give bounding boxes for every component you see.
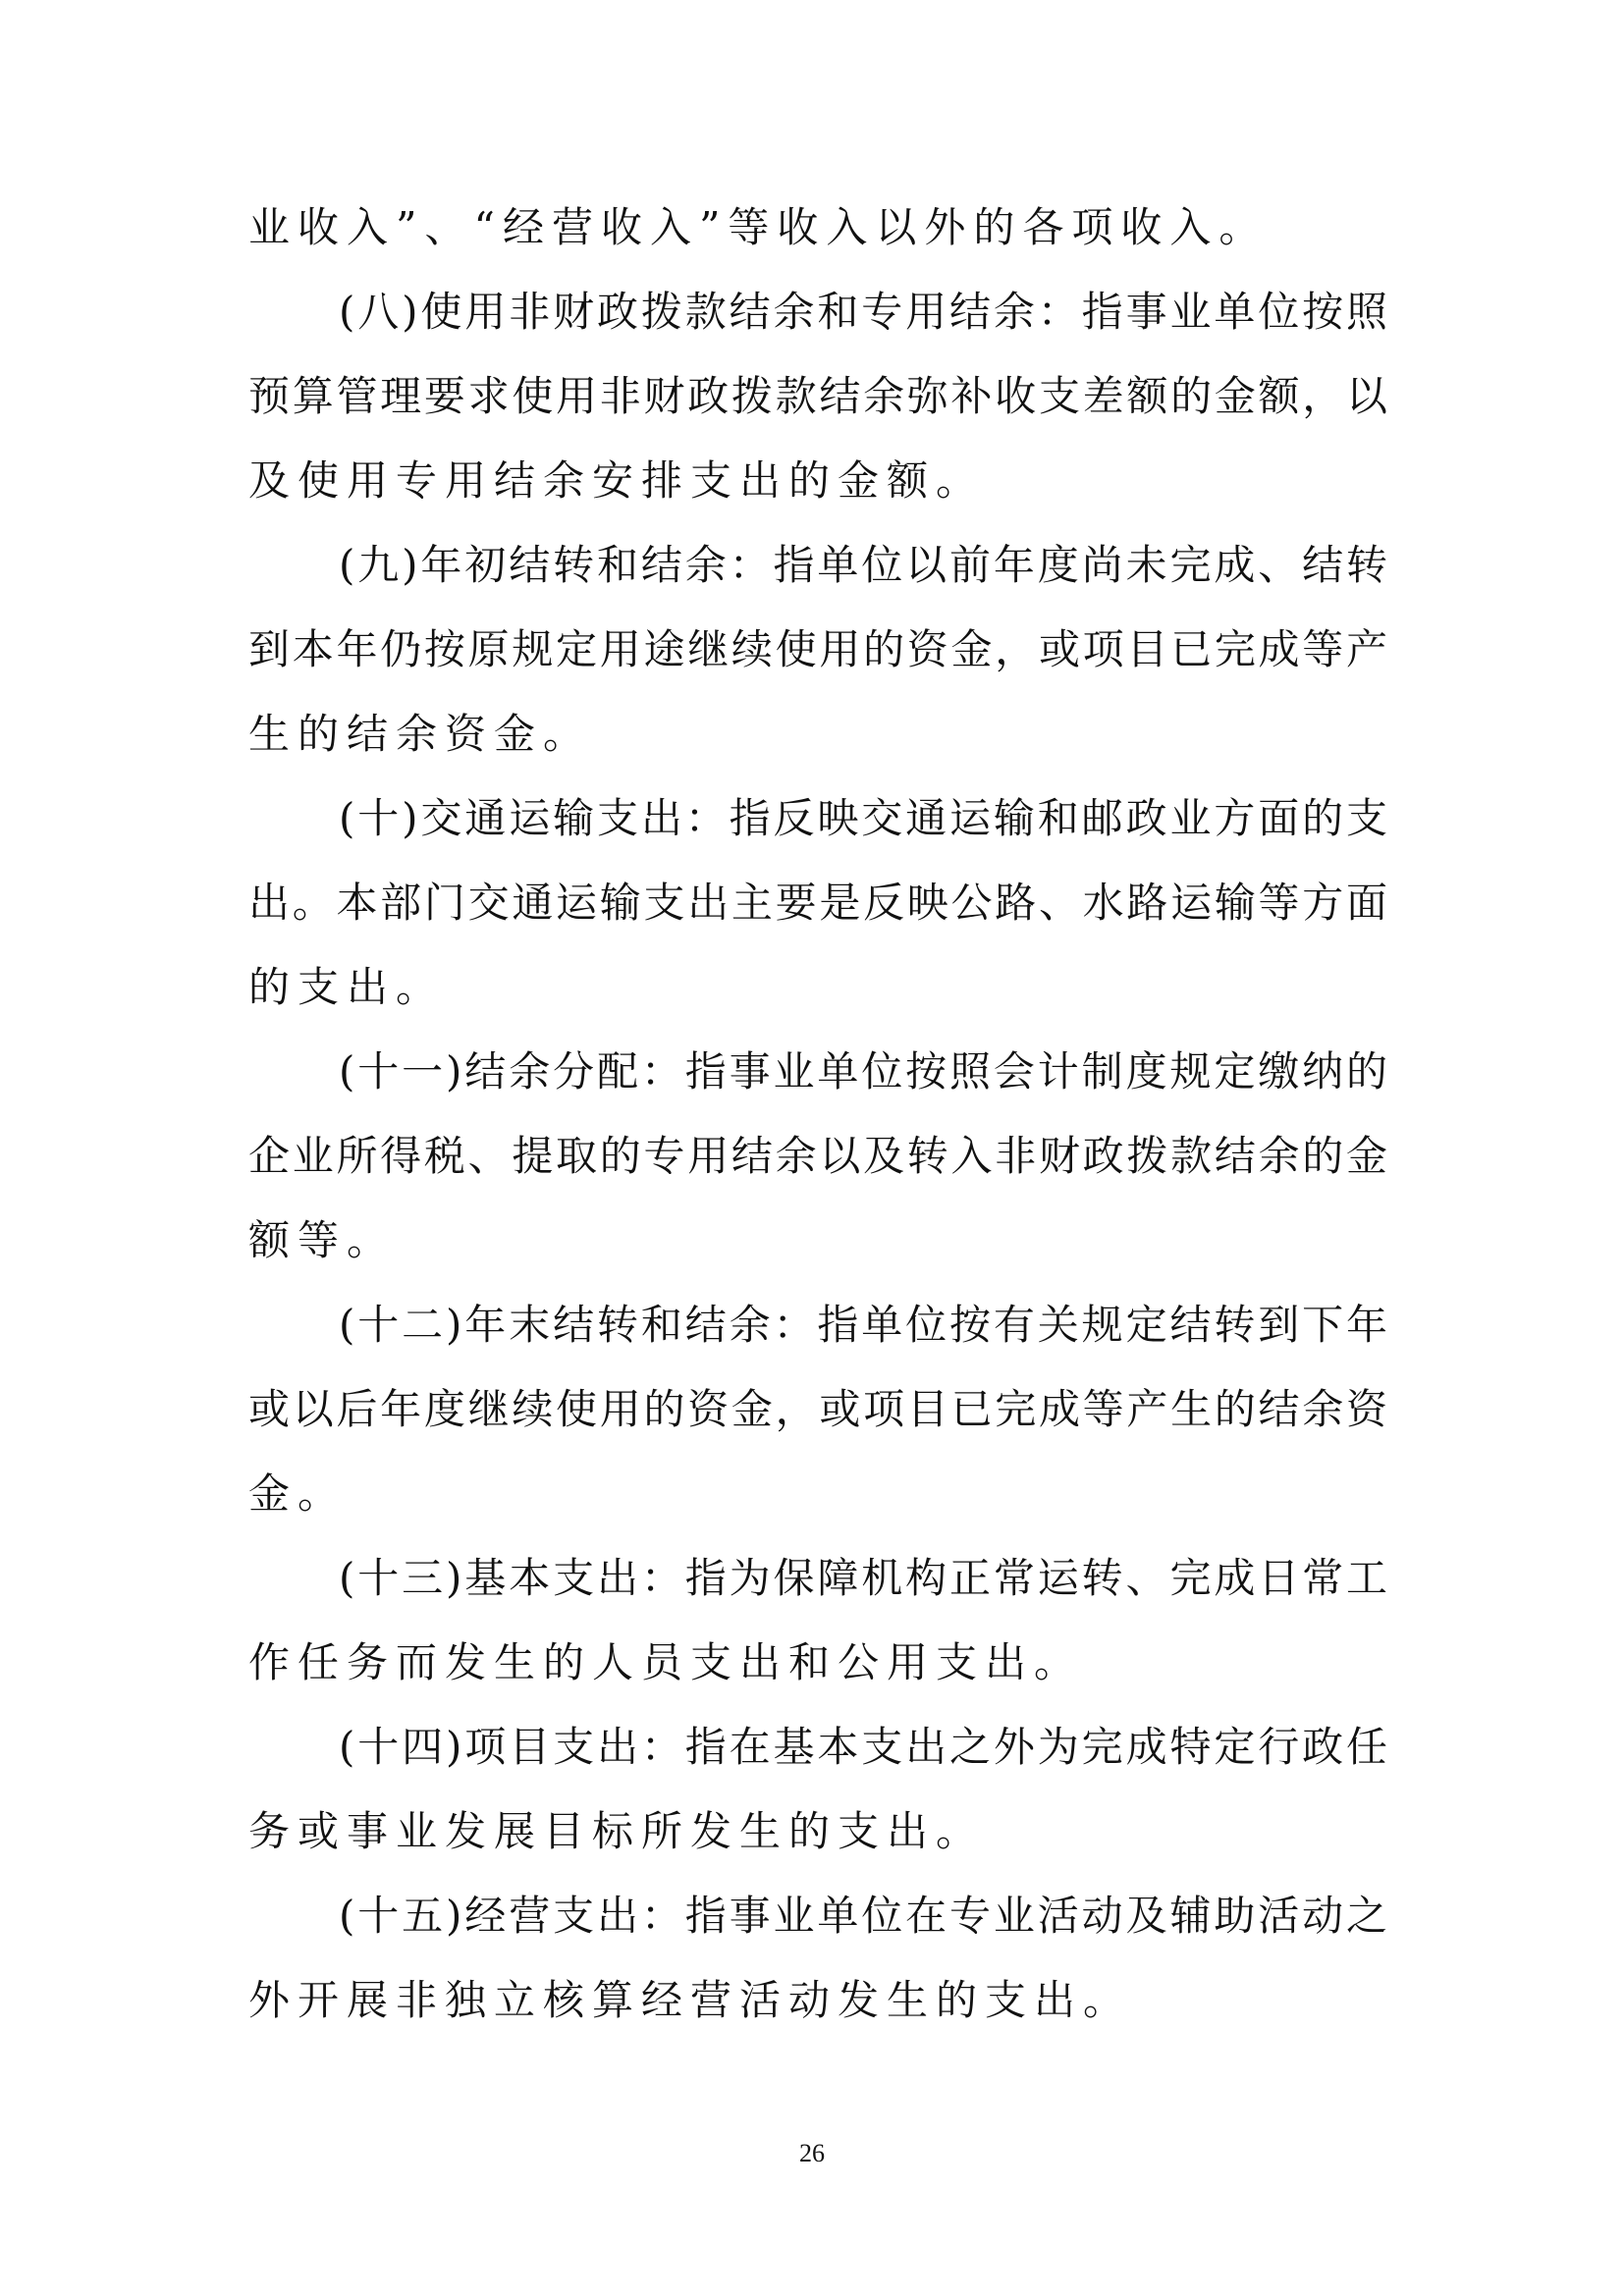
text-line: 金。 — [248, 1469, 348, 1518]
text-line: 业收入”、“经营收入”等收入以外的各项收入。 — [248, 203, 1269, 251]
paragraph-13-heading-line: (十三)基本支出：指为保障机构正常运转、完成日常工 — [339, 1554, 1387, 1602]
paragraph-8-heading-line: (八)使用非财政拨款结余和专用结余：指事业单位按照 — [339, 288, 1387, 336]
page-number: 26 — [799, 2139, 825, 2167]
text-line: 作任务而发生的人员支出和公用支出。 — [248, 1638, 1084, 1686]
text-line: 预算管理要求使用非财政拨款结余弥补收支差额的金额，以 — [248, 372, 1387, 420]
text-line: 务或事业发展目标所发生的支出。 — [248, 1807, 986, 1855]
text-line: 及使用专用结余安排支出的金额。 — [248, 456, 986, 505]
paragraph-15-heading-line: (十五)经营支出：指事业单位在专业活动及辅助活动之 — [339, 1892, 1387, 1940]
paragraph-12-heading-line: (十二)年末结转和结余：指单位按有关规定结转到下年 — [339, 1301, 1387, 1349]
text-line: 企业所得税、提取的专用结余以及转入非财政拨款结余的金 — [248, 1132, 1387, 1180]
text-line: 或以后年度继续使用的资金，或项目已完成等产生的结余资 — [248, 1385, 1387, 1433]
paragraph-9-heading-line: (九)年初结转和结余：指单位以前年度尚未完成、结转 — [339, 541, 1387, 589]
text-line: 出。本部门交通运输支出主要是反映公路、水路运输等方面 — [248, 879, 1387, 927]
text-line: 的支出。 — [248, 963, 446, 1011]
text-line: 到本年仍按原规定用途继续使用的资金，或项目已完成等产 — [248, 625, 1387, 673]
text-line: 额等。 — [248, 1216, 397, 1264]
paragraph-14-heading-line: (十四)项目支出：指在基本支出之外为完成特定行政任 — [339, 1723, 1387, 1771]
text-line: 生的结余资金。 — [248, 710, 593, 758]
text-line: 外开展非独立核算经营活动发生的支出。 — [248, 1976, 1133, 2024]
paragraph-11-heading-line: (十一)结余分配：指事业单位按照会计制度规定缴纳的 — [339, 1047, 1387, 1095]
paragraph-10-heading-line: (十)交通运输支出：指反映交通运输和邮政业方面的支 — [339, 794, 1387, 842]
